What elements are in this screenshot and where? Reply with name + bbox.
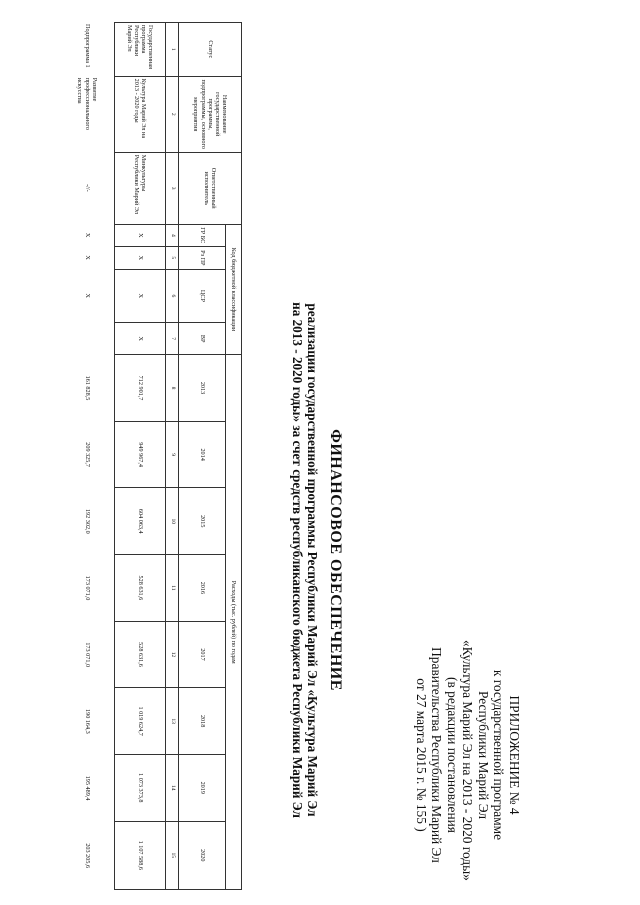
appendix-header [414, 640, 523, 881]
row-rzpr: X [83, 255, 91, 260]
row-value: 173 071,0 [83, 575, 91, 601]
row-value: 604 063,4 [115, 488, 166, 555]
header-row [225, 23, 241, 890]
row-value: 195 489,4 [83, 775, 91, 801]
header-year: 2018 [179, 688, 225, 755]
row-name: Развитие профессионального искусства [76, 77, 98, 130]
column-number: 8 [166, 355, 179, 422]
row-status: Подпрограмма 1 [83, 24, 91, 68]
table-row [115, 23, 166, 890]
column-number: 7 [166, 323, 179, 355]
row-value: 190 164,3 [83, 709, 91, 734]
header-code: Код бюджетной классификации [225, 224, 241, 355]
subtitle-line: реализации государственной программы Республики Марий Эл «Культура Марий Эл [305, 303, 320, 817]
column-number: 1 [166, 23, 179, 77]
row-name: Культура Марий Эл на 2013 - 2020 годы [115, 76, 166, 152]
row-value: 161 828,5 [83, 375, 91, 401]
column-number: 12 [166, 621, 179, 688]
title-block [290, 280, 344, 840]
table-row [60, 22, 114, 890]
row-grbs: X [115, 224, 166, 246]
header-rzpr: Рз ПР [179, 247, 225, 269]
row-grbs: X [83, 232, 91, 238]
document-title: ФИНАНСОВОЕ ОБЕСПЕЧЕНИЕ [327, 429, 344, 691]
header-grbs: ГР БС [179, 224, 225, 246]
row-csr: X [115, 269, 166, 323]
column-number: 4 [166, 224, 179, 246]
column-number: 15 [166, 821, 179, 889]
header-vr: ВР [179, 323, 225, 355]
document-subtitle [290, 280, 320, 840]
row-value: 712 901,7 [115, 355, 166, 422]
column-number-row [166, 23, 179, 890]
appendix-line: от 27 марта 2015 г. № 155 ) [414, 678, 429, 832]
financing-table-continued [60, 22, 114, 890]
column-number: 13 [166, 688, 179, 755]
row-value: 1 019 624,7 [115, 688, 166, 755]
row-executor: -//- [83, 184, 91, 192]
column-number: 5 [166, 247, 179, 269]
column-number: 6 [166, 269, 179, 323]
column-number: 9 [166, 421, 179, 488]
column-number: 14 [166, 754, 179, 821]
header-expenses: Расходы (тыс. рублей) по годам [225, 355, 241, 890]
row-value: 1 073 373,8 [115, 754, 166, 821]
appendix-line: «Культура Марий Эл на 2013 - 2020 годы» [460, 640, 476, 881]
header-year: 2020 [179, 821, 225, 889]
row-vr: X [115, 323, 166, 355]
row-value: 1 107 588,6 [115, 821, 166, 889]
row-value: 949 967,4 [115, 421, 166, 488]
appendix-line: Республики Марий Эл [476, 690, 491, 820]
row-value: 192 302,0 [83, 508, 91, 534]
financing-table [114, 22, 242, 890]
header-csr: ЦСР [179, 269, 225, 323]
row-status: Государственная программа Республики Марий Эл [115, 23, 166, 77]
header-year: 2017 [179, 621, 225, 688]
appendix-line: Правительства Республики Марий Эл [429, 647, 445, 863]
header-year: 2015 [179, 488, 225, 555]
row-rzpr: X [115, 247, 166, 269]
subtitle-line: на 2013 - 2020 годы» за счет средств республиканского бюджета Республики Марий Эл [290, 302, 305, 818]
appendix-line: ПРИЛОЖЕНИЕ № 4 [507, 695, 522, 815]
header-name: Наименование государственной программы, подпрограммы, основного мероприятия [179, 76, 242, 152]
column-number: 2 [166, 76, 179, 152]
header-status: Статус [179, 23, 242, 77]
column-number: 10 [166, 488, 179, 555]
row-value: 203 205,6 [83, 843, 91, 869]
row-value: 173 071,0 [83, 642, 91, 668]
row-value: 528 631,6 [115, 555, 166, 622]
column-number: 11 [166, 555, 179, 622]
appendix-line: (в редакции постановления [445, 677, 460, 833]
header-year: 2013 [179, 355, 225, 422]
row-value: 528 631,6 [115, 621, 166, 688]
header-executor: Ответственный исполнитель [179, 152, 242, 224]
header-year: 2019 [179, 754, 225, 821]
column-number: 3 [166, 152, 179, 224]
row-csr: X [83, 293, 91, 298]
header-year: 2014 [179, 421, 225, 488]
row-executor: Минкультуры Республики Марий Эл [115, 152, 166, 224]
header-year: 2016 [179, 555, 225, 622]
appendix-line: к государственной программе [491, 669, 507, 841]
row-value: 209 325,7 [83, 442, 91, 467]
row-vr [60, 323, 114, 355]
